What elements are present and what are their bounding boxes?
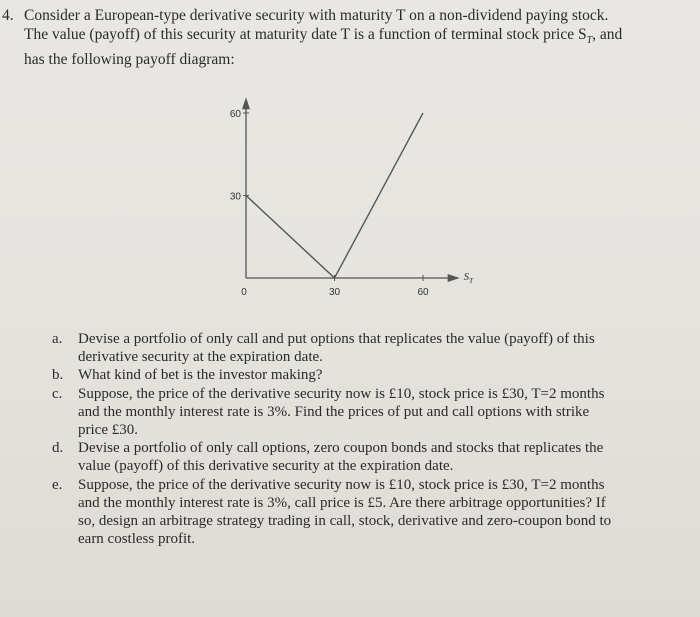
y-tick-label: 60 (229, 109, 241, 120)
question-text-3: has the following payoff diagram: (24, 51, 235, 69)
sub-question-text: Devise a portfolio of only call and put options that replicates the value (payoff) of this derivative security at the expiration date. (78, 331, 595, 366)
x-tick-label: 0 (241, 287, 247, 298)
sub-question-a (52, 330, 672, 366)
x-tick-label: 60 (417, 287, 429, 298)
question-text-2: The value (payoff) of this security at maturity date T is a function of terminal stock price S (24, 26, 587, 43)
question-subscript: T (586, 35, 593, 47)
question-line-2 (2, 25, 682, 50)
sub-question-text: Suppose, the price of the derivative security now is £10, stock price is £30, T=2 months and the monthly interest rate is 3%. Find the prices of put and call options with strike price £30. (78, 385, 605, 439)
sub-question-b (52, 366, 672, 384)
sub-question-e (52, 476, 672, 549)
sub-question-letter: b. (52, 367, 64, 384)
question-line-1 (2, 6, 682, 25)
sub-question-text: Suppose, the price of the derivative security now is £10, stock price is £30, T=2 months and the monthly interest rate is 3%, call price is £5. Are there arbitrage opportunities? If so, design an arbitrage strategy trading in call, stock, derivative and zero-coupon bond to earn costless profit. (78, 476, 612, 548)
sub-question-letter: c. (52, 385, 63, 402)
sub-question-letter: a. (52, 331, 63, 347)
x-axis-label: $S_T$ (463, 271, 474, 285)
y-axis-arrow (242, 97, 250, 109)
question-text-1: Consider a European-type derivative security with maturity T on a non-dividend paying stock. (24, 7, 609, 24)
sub-question-d (52, 439, 672, 475)
question-line-3 (2, 50, 682, 69)
question-header (2, 6, 682, 69)
sub-question-letter: d. (52, 440, 64, 457)
sub-question-list (52, 330, 672, 548)
payoff-line (246, 113, 423, 278)
payoff-chart-svg (200, 82, 474, 312)
y-tick-label: 30 (229, 191, 241, 203)
sub-question-letter: e. (52, 476, 63, 493)
question-number: 4. (2, 7, 14, 24)
question-text-2-suffix: , and (592, 26, 623, 43)
x-tick-label: 30 (328, 287, 341, 298)
sub-question-text: Devise a portfolio of only call options, zero coupon bonds and stocks that replicates the value (payoff) of this derivative security at the expiration date. (78, 440, 604, 475)
x-axis-arrow (448, 274, 460, 282)
sub-question-text: What kind of bet is the investor making? (78, 367, 323, 384)
sub-question-c (52, 385, 672, 440)
payoff-chart (200, 82, 474, 312)
